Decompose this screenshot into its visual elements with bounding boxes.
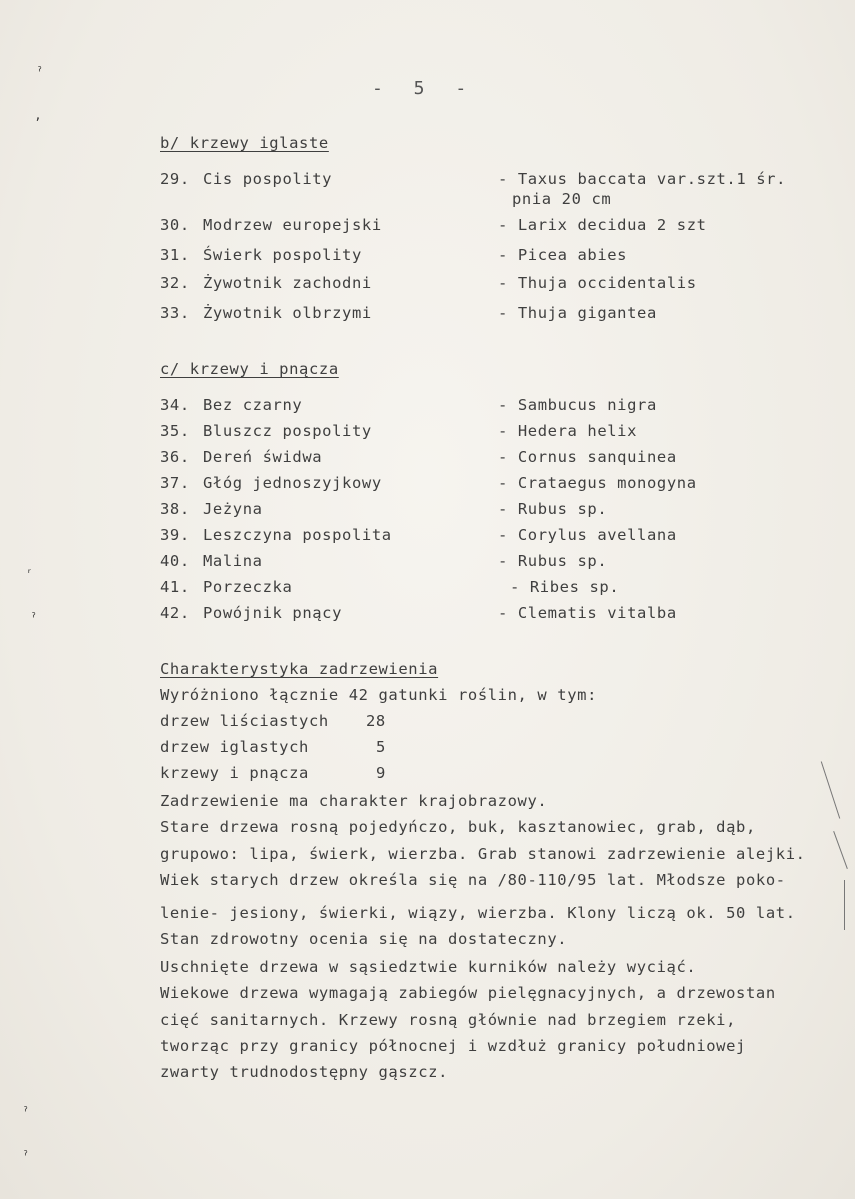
species-latin: - Rubus sp. (498, 552, 608, 570)
paragraph-line: Stan zdrowotny ocenia się na dostateczny. (160, 930, 568, 948)
item-number: 34. (160, 396, 190, 414)
item-number: 30. (160, 216, 190, 234)
species-latin-continued: pnia 20 cm (512, 190, 612, 208)
item-number: 37. (160, 474, 190, 492)
item-number: 39. (160, 526, 190, 544)
scan-edge-mark (821, 761, 840, 818)
species-latin: - Clematis vitalba (498, 604, 677, 622)
margin-tick-mark: ʼ (34, 116, 42, 130)
section-heading: Charakterystyka zadrzewienia (160, 660, 439, 678)
species-latin: - Crataegus monogyna (498, 474, 697, 492)
species-latin: - Cornus sanquinea (498, 448, 677, 466)
count-label: drzew iglastych (160, 738, 309, 756)
species-latin: - Rubus sp. (498, 500, 608, 518)
species-name: Modrzew europejski (203, 216, 382, 234)
scan-edge-mark (833, 831, 848, 869)
species-latin: - Thuja gigantea (498, 304, 657, 322)
count-value: 28 (366, 712, 386, 730)
count-value: 9 (376, 764, 386, 782)
species-name: Leszczyna pospolita (203, 526, 392, 544)
paragraph-line: tworząc przy granicy północnej i wzdłuż granicy południowej (160, 1037, 746, 1055)
species-name: Głóg jednoszyjkowy (203, 474, 382, 492)
species-latin: - Larix decidua 2 szt (498, 216, 707, 234)
paragraph-line: cięć sanitarnych. Krzewy rosną głównie nad brzegiem rzeki, (160, 1011, 737, 1029)
item-number: 38. (160, 500, 190, 518)
species-name: Bez czarny (203, 396, 303, 414)
species-latin: - Hedera helix (498, 422, 638, 440)
item-number: 29. (160, 170, 190, 188)
species-name: Cis pospolity (203, 170, 333, 188)
margin-tick-mark: ˀ (30, 612, 38, 626)
section-heading: b/ krzewy iglaste (160, 134, 329, 152)
paragraph-line: lenie- jesiony, świerki, wiązy, wierzba. Klony liczą ok. 50 lat. (160, 904, 796, 922)
item-number: 36. (160, 448, 190, 466)
paragraph-line: Uschnięte drzewa w sąsiedztwie kurników należy wyciąć. (160, 958, 697, 976)
section-heading: c/ krzewy i pnącza (160, 360, 339, 378)
species-name: Jeżyna (203, 500, 263, 518)
species-name: Świerk pospolity (203, 246, 362, 264)
item-number: 31. (160, 246, 190, 264)
paragraph-line: grupowo: lipa, świerk, wierzba. Grab stanowi zadrzewienie alejki. (160, 845, 806, 863)
species-latin: - Sambucus nigra (498, 396, 657, 414)
item-number: 33. (160, 304, 190, 322)
paragraph-line: Stare drzewa rosną pojedyńczo, buk, kasztanowiec, grab, dąb, (160, 818, 756, 836)
summary-intro: Wyróżniono łącznie 42 gatunki roślin, w tym: (160, 686, 597, 704)
species-latin: - Thuja occidentalis (498, 274, 697, 292)
species-name: Żywotnik zachodni (203, 274, 372, 292)
item-number: 41. (160, 578, 190, 596)
species-latin: - Corylus avellana (498, 526, 677, 544)
count-value: 5 (376, 738, 386, 756)
paragraph-line: Wiek starych drzew określa się na /80-110/95 lat. Młodsze poko- (160, 871, 786, 889)
species-name: Porzeczka (203, 578, 293, 596)
count-label: drzew liściastych (160, 712, 329, 730)
species-latin: - Taxus baccata var.szt.1 śr. (498, 170, 787, 188)
paragraph-line: Wiekowe drzewa wymagają zabiegów pielęgnacyjnych, a drzewostan (160, 984, 776, 1002)
page-number: - 5 - (372, 78, 477, 99)
item-number: 32. (160, 274, 190, 292)
paragraph-line: zwarty trudnodostępny gąszcz. (160, 1063, 449, 1081)
item-number: 40. (160, 552, 190, 570)
count-label: krzewy i pnącza (160, 764, 309, 782)
species-name: Bluszcz pospolity (203, 422, 372, 440)
species-name: Dereń świdwa (203, 448, 323, 466)
species-name: Malina (203, 552, 263, 570)
margin-tick-mark: ʳ (26, 566, 34, 580)
species-name: Powójnik pnący (203, 604, 343, 622)
species-latin: - Ribes sp. (510, 578, 620, 596)
margin-tick-mark: ˀ (22, 1150, 30, 1164)
paragraph-line: Zadrzewienie ma charakter krajobrazowy. (160, 792, 548, 810)
species-latin: - Picea abies (498, 246, 628, 264)
item-number: 42. (160, 604, 190, 622)
scan-edge-mark (844, 880, 845, 930)
margin-tick-mark: ˀ (36, 66, 44, 80)
item-number: 35. (160, 422, 190, 440)
species-name: Żywotnik olbrzymi (203, 304, 372, 322)
margin-tick-mark: ˀ (22, 1106, 30, 1120)
